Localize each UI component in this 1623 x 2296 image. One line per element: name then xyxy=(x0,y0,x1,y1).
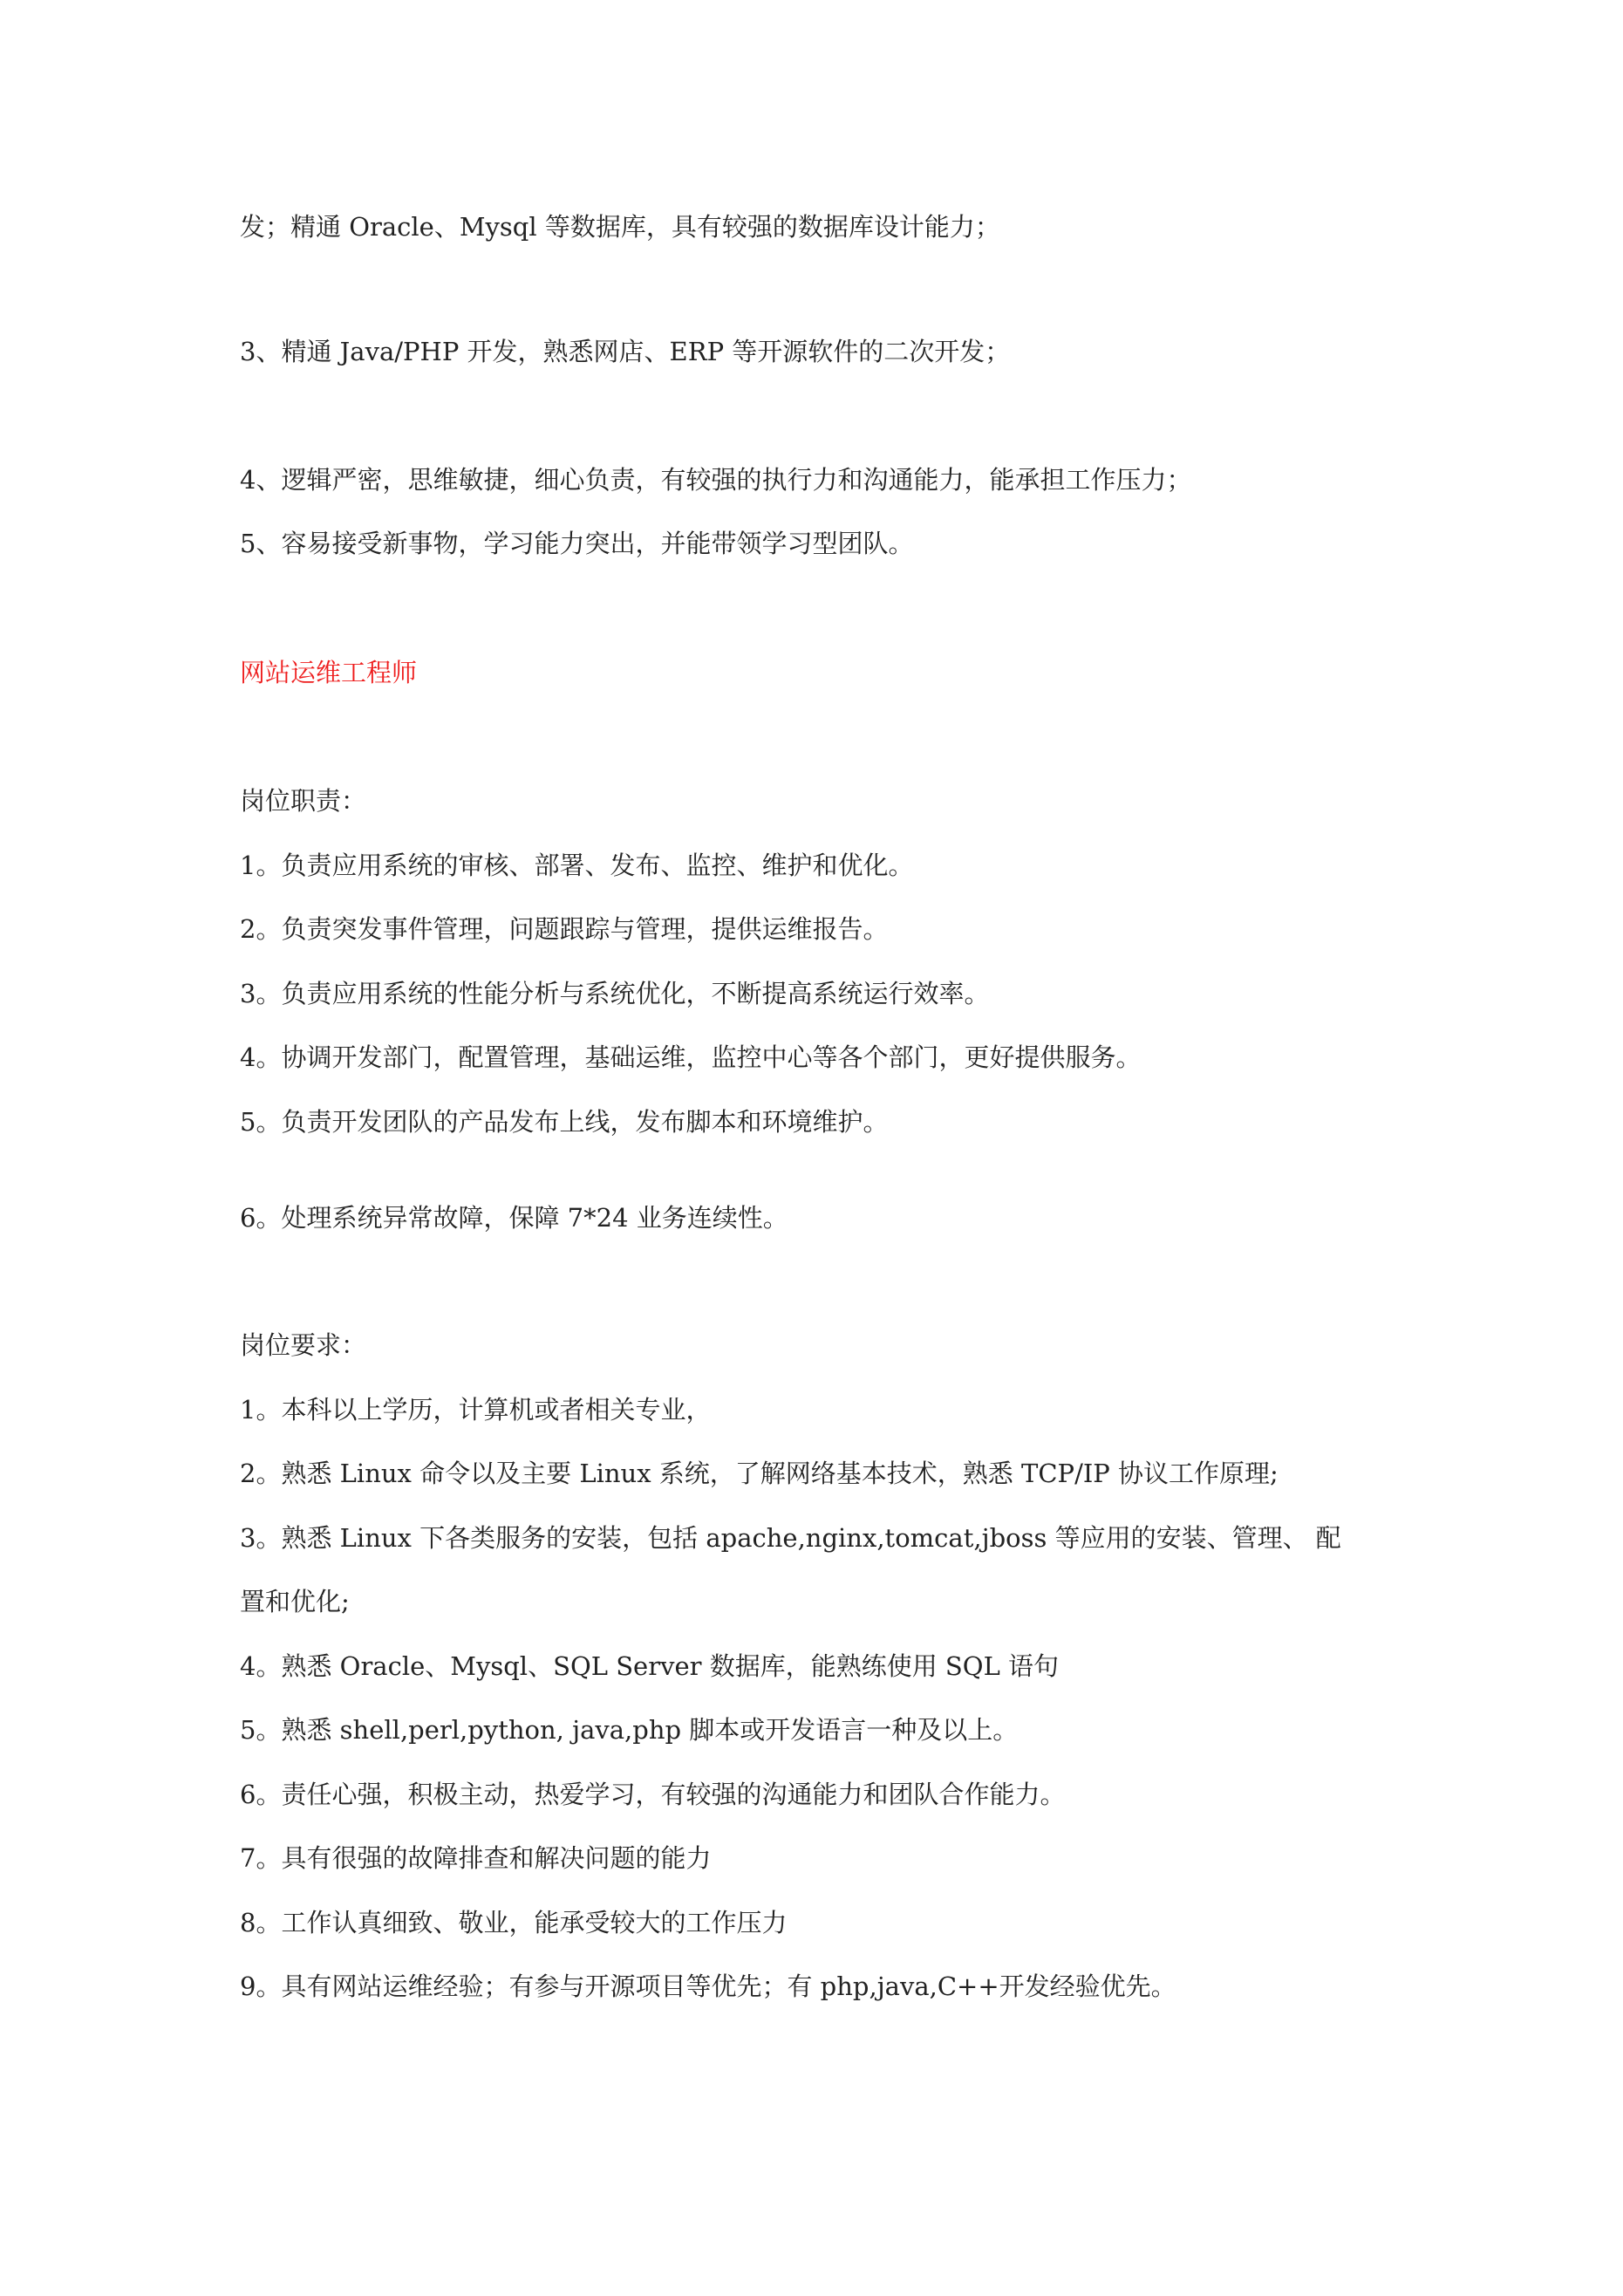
requirement-item: 2。熟悉 Linux 命令以及主要 Linux 系统，了解网络基本技术，熟悉 TCP/IP 协议工作原理; xyxy=(240,1459,1279,1488)
prev-requirement-5: 5、容易接受新事物，学习能力突出，并能带领学习型团队。 xyxy=(240,529,914,558)
duties-heading: 岗位职责： xyxy=(240,786,367,816)
prev-requirement-3: 3、精通 Java/PHP 开发，熟悉网店、ERP 等开源软件的二次开发； xyxy=(240,337,1011,366)
duty-item: 5。负责开发团队的产品发布上线，发布脚本和环境维护。 xyxy=(240,1107,889,1137)
requirement-item: 6。责任心强，积极主动，热爱学习，有较强的沟通能力和团队合作能力。 xyxy=(240,1780,1066,1809)
requirement-item-continuation: 置和优化; xyxy=(240,1587,350,1616)
requirements-heading: 岗位要求： xyxy=(240,1330,367,1360)
requirement-item: 4。熟悉 Oracle、Mysql、SQL Server 数据库，能熟练使用 SQL 语句 xyxy=(240,1651,1060,1681)
duty-item: 4。协调开发部门，配置管理，基础运维，监控中心等各个部门，更好提供服务。 xyxy=(240,1042,1142,1072)
duty-item: 2。负责突发事件管理，问题跟踪与管理，提供运维报告。 xyxy=(240,914,889,944)
intro-tail-line: 发；精通 Oracle、Mysql 等数据库，具有较强的数据库设计能力； xyxy=(240,212,1000,242)
requirement-item: 8。工作认真细致、敬业，能承受较大的工作压力 xyxy=(240,1908,788,1937)
duty-item: 3。负责应用系统的性能分析与系统优化，不断提高系统运行效率。 xyxy=(240,979,990,1008)
duty-item: 1。负责应用系统的审核、部署、发布、监控、维护和优化。 xyxy=(240,851,914,880)
requirement-item: 1。本科以上学历，计算机或者相关专业， xyxy=(240,1395,712,1425)
requirement-item: 5。熟悉 shell,perl,python, java,php 脚本或开发语言一种及以上。 xyxy=(240,1715,1019,1745)
duty-item: 6。处理系统异常故障，保障 7*24 业务连续性。 xyxy=(240,1203,788,1233)
section-title: 网站运维工程师 xyxy=(240,658,418,687)
requirement-item: 9。具有网站运维经验；有参与开源项目等优先；有 php,java,C++开发经验优先。 xyxy=(240,1971,1176,2001)
requirement-item: 3。熟悉 Linux 下各类服务的安装，包括 apache,nginx,tomcat,jboss 等应用的安装、管理、 配 xyxy=(240,1523,1341,1553)
prev-requirement-4: 4、逻辑严密，思维敏捷，细心负责，有较强的执行力和沟通能力，能承担工作压力； xyxy=(240,465,1192,495)
requirement-item: 7。具有很强的故障排查和解决问题的能力 xyxy=(240,1843,712,1873)
